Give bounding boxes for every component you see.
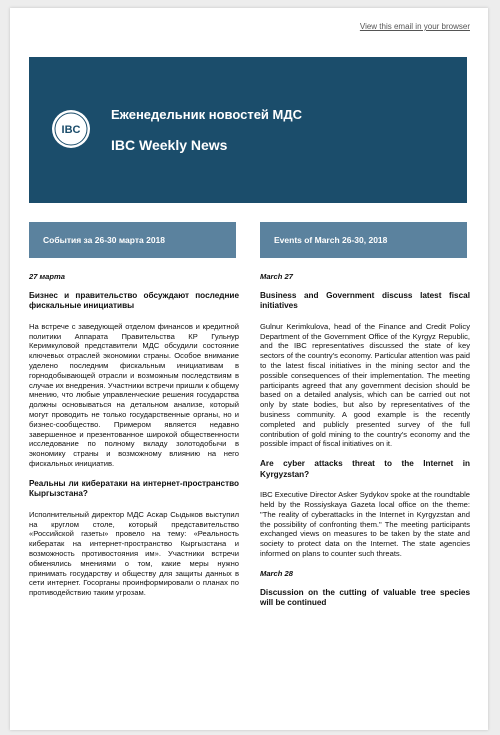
right-date-1: March 27 — [260, 272, 293, 281]
left-article-1-body: На встрече с заведующей отделом финансов и кредитной политики Аппарата Правительства КР Гульнур Керимкуловой представители МДС обсудили состояние ключевых отраслей экономики страны. Особое внимание уделено последним фискальным инициативам в горнодобывающей отрасли и возможным последствиям в случае их внедрения. Участники встречи пришли к общему мнению, что любые управленческие решения государства должны основываться на детальном анализе, который могут проводить не только государственные органы, но и бизнес-сообщество. Примером является недавно завершенное и презентованное широкой общественности исследование по полному вкладу золотодобычи в экономику страны и возможному влиянию на него фискальных инициатив. — [29, 321, 239, 468]
right-article-3-title[interactable]: Discussion on the cutting of valuable tree species will be continued — [260, 587, 470, 608]
left-column — [29, 272, 239, 608]
left-article-2-title[interactable]: Реальны ли кибератаки на интернет-пространство Кыргызстана? — [29, 478, 239, 499]
svg-text:IBC: IBC — [61, 124, 81, 136]
newsletter-banner — [29, 57, 467, 203]
left-article-2-body: Исполнительный директор МДС Аскар Сыдыков выступил на круглом столе, который представительство «Российской газеты» провело на тему: «Реальность кибератак на интернет-пространство Кыргызстана и возможность противостояния им». Участники встречи обменялись мнениями о том, какие меры нужно принимать государству и обществу для защиты данных в сети интернет. Госорганы проинформировали о планах по противодействию таким угрозам. — [29, 509, 239, 598]
right-article-1-body: Gulnur Kerimkulova, head of the Finance and Credit Policy Department of the Government Office of the Kyrgyz Republic, and the IBC representatives discussed the state of key sectors of the country's economy. Particular attention was paid to the latest fiscal initiatives in the mining sector and the possible consequences of their implementation. The meeting participants agreed that any government decision should be based on a detailed analysis, which can be carried out not only by state bodies, but also by representatives of the business community. A good example is the recently completed and publicly presented survey of the full contribution of gold mining to the country's economy and the possible impact of fiscal initiatives on it. — [260, 321, 470, 449]
left-date-1: 27 марта — [29, 272, 66, 281]
left-column-heading: События за 26-30 марта 2018 — [29, 222, 236, 258]
banner-title-en: IBC Weekly News — [111, 137, 228, 153]
ibc-logo-icon — [51, 109, 91, 149]
view-in-browser-link[interactable]: View this email in your browser — [359, 22, 470, 31]
left-article-1-title[interactable]: Бизнес и правительство обсуждают последние фискальные инициативы — [29, 290, 239, 311]
right-date-2: March 28 — [260, 568, 293, 578]
email-frame — [10, 8, 488, 730]
right-article-1-title[interactable]: Business and Government discuss latest fiscal initiatives — [260, 290, 470, 311]
right-column — [260, 272, 470, 619]
banner-title-ru: Еженедельник новостей МДС — [111, 107, 303, 122]
right-column-heading: Events of March 26-30, 2018 — [260, 222, 467, 258]
right-article-2-title[interactable]: Are cyber attacks threat to the Internet in Kyrgyzstan? — [260, 459, 470, 479]
right-article-2-body: IBC Executive Director Asker Sydykov spoke at the roundtable held by the Rossiyskaya Gazeta local office on the theme: "The reality of cyberattacks in the Internet in Kyrgyzstan and the possibility of confronting them." The meeting participants exchanged views on measures to be taken by the state and society to protect data on the Internet. The state agencies informed on plans to counter such threats. — [260, 490, 470, 558]
